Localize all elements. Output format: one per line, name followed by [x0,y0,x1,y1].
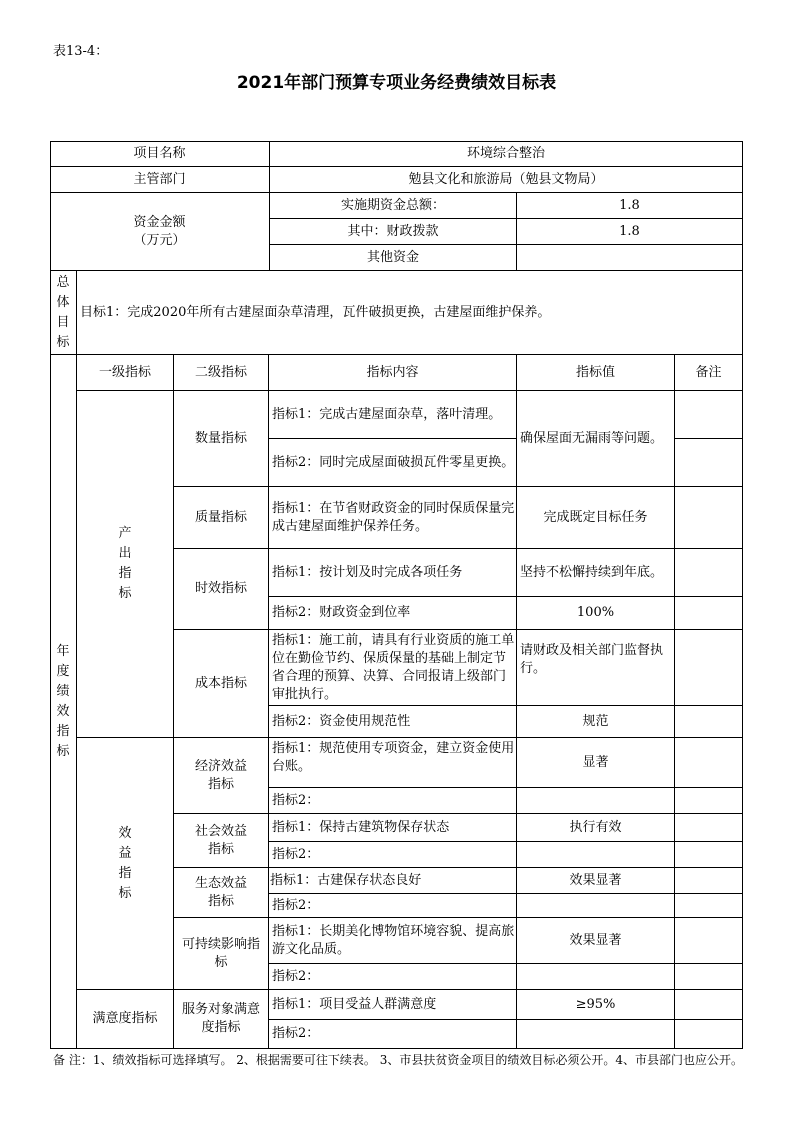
output-indicator-label: 产出指标 [77,391,174,738]
quantity-remark1 [675,391,743,439]
satisfaction-item2: 指标2： [269,1020,517,1049]
ecological-label: 生态效益指标 [174,868,269,918]
header-level1: 一级指标 [77,355,174,391]
year-indicator-label: 年度绩效指标 [50,355,77,1049]
sustainable-label: 可持续影响指标 [174,918,269,990]
economic-remark2 [675,788,743,814]
satisfaction-sub-label: 服务对象满意度指标 [174,990,269,1049]
timeliness-value1: 坚持不松懈持续到年底。 [517,549,675,597]
header-remark: 备注 [675,355,743,391]
economic-label: 经济效益指标 [174,738,269,814]
quality-value: 完成既定目标任务 [517,487,675,549]
quantity-item1: 指标1：完成古建屋面杂草，落叶清理。 [269,391,517,439]
sustainable-value2 [517,964,675,990]
quantity-item2: 指标2：同时完成屋面破损瓦件零星更换。 [269,439,517,487]
project-name-label: 项目名称 [50,141,270,167]
overall-goal-label: 总体目标 [50,271,77,355]
quantity-value: 确保屋面无漏雨等问题。 [517,391,675,487]
social-label: 社会效益指标 [174,814,269,868]
cost-remark2 [675,706,743,738]
sustainable-value1: 效果显著 [517,918,675,964]
header-content: 指标内容 [269,355,517,391]
ecological-value1: 效果显著 [517,868,675,894]
benefit-indicator-label: 效益指标 [77,738,174,990]
timeliness-value2: 100% [517,597,675,630]
footnote: 备 注：1、绩效指标可选择填写。 2、根据需要可往下续表。 3、市县扶贫资金项目的绩效目标必须公开。4、市县部门也应公开。 [53,1053,743,1067]
satisfaction-value2 [517,1020,675,1049]
satisfaction-remark1 [675,990,743,1020]
header-level2: 二级指标 [174,355,269,391]
ecological-item1: 指标1：古建保存状态良好 [269,868,517,894]
quantity-remark2 [675,439,743,487]
fund-other-label: 其他资金 [270,245,517,271]
fund-total-label: 实施期资金总额： [270,193,517,219]
timeliness-remark2 [675,597,743,630]
ecological-value2 [517,894,675,918]
cost-item1: 指标1：施工前，请具有行业资质的施工单位在勤俭节约、保质保量的基础上制定节省合理的预算、决算、合同报请上级部门审批执行。 [269,630,517,706]
quality-remark [675,487,743,549]
social-remark2 [675,842,743,868]
economic-remark1 [675,738,743,788]
table-number: 表13-4： [53,44,109,59]
economic-value1: 显著 [517,738,675,788]
cost-value1: 请财政及相关部门监督执行。 [517,630,675,706]
timeliness-remark1 [675,549,743,597]
ecological-item2: 指标2： [269,894,517,918]
quantity-label: 数量指标 [174,391,269,487]
cost-remark1 [675,630,743,706]
timeliness-label: 时效指标 [174,549,269,630]
satisfaction-label: 满意度指标 [77,990,174,1049]
sustainable-remark2 [675,964,743,990]
fund-fiscal-label: 其中：财政拨款 [270,219,517,245]
ecological-remark1 [675,868,743,894]
satisfaction-item1: 指标1：项目受益人群满意度 [269,990,517,1020]
satisfaction-value1: ≥95% [517,990,675,1020]
quality-label: 质量指标 [174,487,269,549]
project-name-value: 环境综合整治 [270,141,743,167]
satisfaction-remark2 [675,1020,743,1049]
sustainable-item1: 指标1：长期美化博物馆环境容貌、提高旅游文化品质。 [269,918,517,964]
fund-total-value: 1.8 [517,193,743,219]
social-value1: 执行有效 [517,814,675,842]
cost-value2: 规范 [517,706,675,738]
fund-label: 资金金额 （万元） [50,193,270,271]
ecological-remark2 [675,894,743,918]
social-item2: 指标2： [269,842,517,868]
social-remark1 [675,814,743,842]
quality-item1: 指标1：在节省财政资金的同时保质保量完成古建屋面维护保养任务。 [269,487,517,549]
dept-label: 主管部门 [50,167,270,193]
page-title: 2021年部门预算专项业务经费绩效目标表 [236,73,557,93]
fund-other-value [517,245,743,271]
dept-value: 勉县文化和旅游局（勉县文物局） [270,167,743,193]
social-item1: 指标1：保持古建筑物保存状态 [269,814,517,842]
economic-item2: 指标2： [269,788,517,814]
social-value2 [517,842,675,868]
sustainable-remark1 [675,918,743,964]
cost-label: 成本指标 [174,630,269,738]
overall-goal-text: 目标1：完成2020年所有古建屋面杂草清理，瓦件破损更换，古建屋面维护保养。 [77,271,743,355]
cost-item2: 指标2：资金使用规范性 [269,706,517,738]
header-value: 指标值 [517,355,675,391]
timeliness-item1: 指标1：按计划及时完成各项任务 [269,549,517,597]
sustainable-item2: 指标2： [269,964,517,990]
fund-fiscal-value: 1.8 [517,219,743,245]
timeliness-item2: 指标2：财政资金到位率 [269,597,517,630]
economic-item1: 指标1：规范使用专项资金，建立资金使用台账。 [269,738,517,788]
economic-value2 [517,788,675,814]
